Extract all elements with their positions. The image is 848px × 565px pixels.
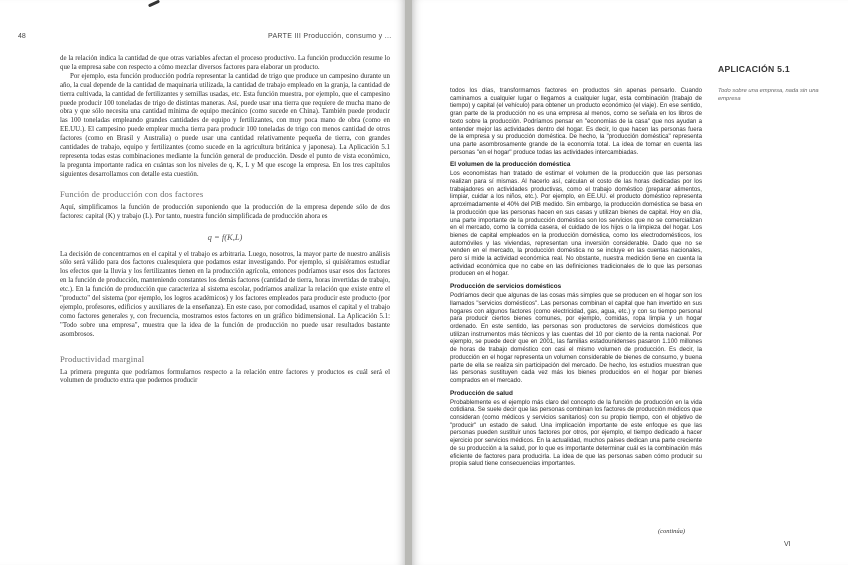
left-page-number: 48 — [18, 33, 26, 40]
left-page — [0, 0, 405, 565]
application-side-note: Todo sobre una empresa, nada sin una empresa — [718, 88, 819, 102]
application-column — [450, 87, 702, 468]
subsection-text: Probablemente es el ejemplo más claro del concepto de la función de producción en la vida cotidiana. Se suele decir que las personas combinan los factores de producción médicos que consideran (como médicos y servicios sanitarios) con su propio tiempo, con el objetivo de "producir" un estado de salud. Una implicación importante de este enfoque es que las personas pueden sustituir unos factores por otros, por ejemplo, el tiempo dedicado a hacer ejercicio por servicios médicos. En la actualidad, muchos países dedican una parte creciente de su producción a la salud, por lo que es importante determinar cuál es la combinación más eficiente de factores para producirla. La idea de que las personas saben cómo producir su propia salud tiene consecuencias importantes. — [450, 398, 702, 468]
paragraph: La decisión de concentrarnos en el capital y el trabajo es arbitraria. Luego, nosotros, la mayor parte de nuestro análisis sólo será válido para dos factores cualesquiera que podamos estar investigando. Por ejemplo, si quisiéramos estudiar los efectos que la lluvia y los fertilizantes tienen en la producción agrícola, entonces podríamos usar esos dos factores en la función de producción, manteniendo constantes los demás factores (cantidad de tierra, horas invertidas de trabajo, etc.). En la función de producción que caracteriza al sistema escolar, podríamos analizar la relación que existe entre el "producto" del sistema (por ejemplo, los logros académicos) y los factores empleados para producir este producto (por ejemplo, profesores, edificios y auxiliares de la enseñanza). En este caso, por comodidad, usamos el capital y el trabajo como factores generales y, con frecuencia, mostramos estos factores en un gráfico bidimensional. La Aplicación 5.1: "Todo sobre una empresa", muestra que la idea de la función de producción no puede usar resultados bastante asombrosos. — [60, 250, 390, 338]
paragraph: La primera pregunta que podríamos formularnos respecto a la relación entre factores y productos es cuál será el volumen de producto extra que podemos producir — [60, 368, 390, 385]
subsection-heading: Producción de servicios domésticos — [450, 283, 562, 291]
subsection-text: Los economistas han tratado de estimar el volumen de la producción que las personas realizan para sí mismas. Al hacerlo así, calculan el costo de las horas dedicadas por los trabajadores en actividades productivas, como el trabajo doméstico (preparar alimentos, limpiar, cuidar a los niños, etc.). Por ejemplo, en EE.UU. el producto doméstico representa aproximadamente el 40% del PIB medido. Sin embargo, la producción doméstica se basa en la producción que las personas hacen en sus casas y utilizan bienes de capital. Hoy en día, una parte importante de la producción doméstica son los servicios que no se comercializan en el mercado, como la comida casera, el cuidado de los hijos o la limpieza del hogar. Los bienes de capital empleados en la producción doméstica, como los electrodomésticos, los automóviles y las viviendas, representan una inversión considerable. Dado que no se venden en el mercado, la producción doméstica no se incluye en las cuentas nacionales, pero sí mide la actividad económica real. No obstante, nuestra medición tiene en cuenta la actividad económica que no cabe en las definiciones tradicionales de lo que las personas producen en el hogar. — [450, 170, 702, 278]
paragraph: Aquí, simplificamos la función de producción suponiendo que la producción de la empresa depende sólo de dos factores: capital (K) y trabajo (L). Por tanto, nuestra función simplificada de producción ahora es — [60, 203, 390, 220]
left-column — [60, 55, 390, 386]
application-label: APLICACIÓN 5.1 — [718, 64, 791, 74]
right-page-number: VI — [784, 541, 791, 548]
subsection-text: Podríamos decir que algunas de las cosas más simples que se producen en el hogar son los llamados "servicios domésticos". Las personas combinan el capital que han invertido en sus hogares con algunos factores (como electricidad, gas, agua, etc.) y con su tiempo personal para producir ciertos bienes comunes, por ejemplo, comidas, ropa limpia y un hogar ordenado. En este sentido, las personas son productores de servicios domésticos que utilizan instrumentos más técnicos y las cuentas del 10 por ciento de la renta nacional. Por ejemplo, se puede decir que en 2001, las familias estadounidenses pasaron 1.100 millones de horas de trabajo doméstico con casi el mismo volumen de producción. Es decir, la producción en el hogar representa un volumen considerable de bienes de consumo, y buena parte de ella se realiza sin participación del mercado. De hecho, los estudios muestran que las personas sustituyen cada vez más los bienes producidos en el hogar por bienes comprados en el mercado. — [450, 292, 702, 384]
intro-paragraph: todos los días, transformamos factores en productos sin apenas pensarlo. Cuando caminamos a cualquier lugar o llegamos a cualquier lugar, esta combinación (trabajo de tiempo) y capital (el vehículo) para obtener un producto económico (el viaje). En ese sentido, gran parte de la producción no es una empresa al menos, como se señala en los libros de texto sobre la producción. Podríamos pensar en "economías de la casa" que nos ayudan a entender mejor las actividades dentro del hogar. Es decir, lo que hacen las personas fuera de la empresa y su producción doméstica. De hecho, la "producción doméstica" representa una parte asombrosamente grande de la economía total. La idea de tomar en cuenta las personas "en el hogar" produce todas las actividades intercambiadas. — [450, 87, 702, 156]
subsection-heading: Producción de salud — [450, 389, 513, 397]
pen-mark-icon — [148, 0, 160, 7]
paragraph: Por ejemplo, esta función producción podría representar la cantidad de trigo que produce un campesino durante un año, la cual depende de la cantidad de maquinaria utilizada, la cantidad de trabajo empleado en la granja, la cantidad de tierra cultivada, la cantidad de fertilizantes y semillas usadas, etc. Esta función muestra, por ejemplo, que el campesino puede producir 100 toneladas de trigo de distintas maneras. Así, puede usar una tierra que requiere de mucha mano de obra y que sólo necesita una cantidad mínima de equipo mecánico (como sucede en China). También puede producir las 100 toneladas empleando grandes cantidades de equipo y fertilizantes, con muy poca mano de obra (como en EE.UU.). El campesino puede emplear mucha tierra para producir 100 toneladas de trigo con menos cantidad de otros factores (como en Brasil y Australia) o puede usar una cantidad relativamente pequeña de tierra, con grandes cantidades de trabajo, equipo y fertilizantes (como sucede en la agricultura británica y japonesa). La Aplicación 5.1 representa todas estas combinaciones mediante la función general de producción. Desde el punto de vista económico, la pregunta importante radica en cuántas son los niveles de q, K, L y M que escoge la empresa. En los tres capítulos siguientes desarrollamos con detalle esta cuestión. — [60, 72, 390, 178]
right-page — [412, 0, 848, 565]
equation: q = f(K,L) — [207, 231, 243, 242]
running-head: PARTE III Producción, consumo y ... — [268, 33, 392, 40]
section-title: Productividad marginal — [60, 353, 145, 364]
continue-label: (continúa) — [658, 528, 686, 535]
subsection-heading: El volumen de la producción doméstica — [450, 161, 571, 169]
paragraph: de la relación indica la cantidad de que otras variables afectan el proceso productivo. La función producción resume lo que la empresa sabe con respecto a cómo mezclar diversos factores para elaborar un producto. — [60, 55, 390, 71]
section-title: Función de producción con dos factores — [60, 188, 204, 199]
book-gutter — [405, 0, 412, 565]
